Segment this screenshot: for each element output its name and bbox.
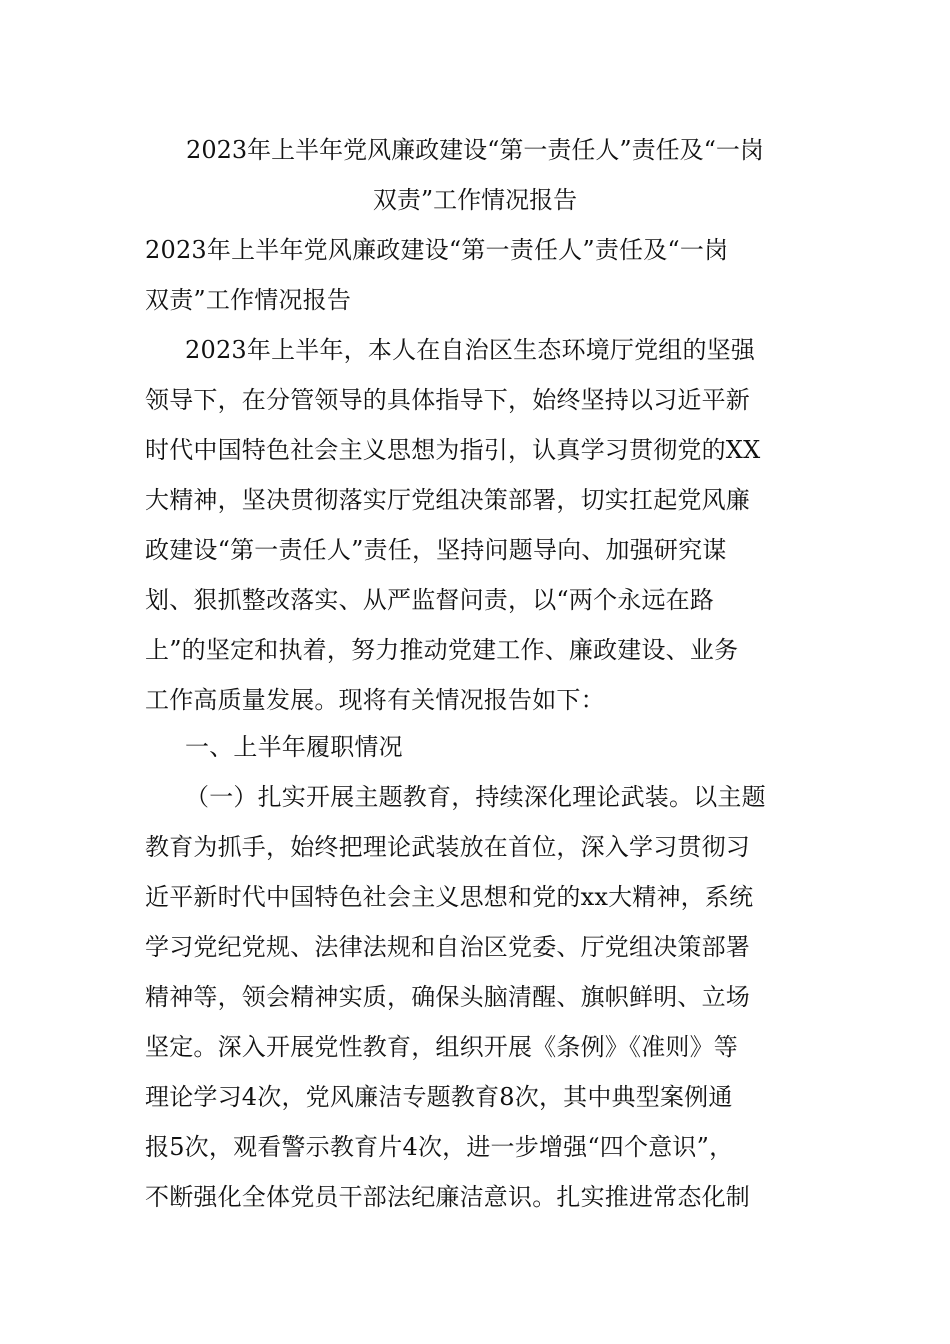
section1-line-9: 不断强化全体党员干部法纪廉洁意识。扎实推进常态化制 [145, 1183, 750, 1211]
section-heading: 一、上半年履职情况 [185, 733, 403, 761]
section1-line-4: 学习党纪党规、法律法规和自治区党委、厅党组决策部署 [145, 933, 750, 961]
section1-line-8: 报5次，观看警示教育片4次，进一步增强“四个意识”， [145, 1133, 734, 1161]
section1-line-3: 近平新时代中国特色社会主义思想和党的xx大精神，系统 [145, 883, 754, 911]
section1-line-1: （一）扎实开展主题教育，持续深化理论武装。以主题 [185, 783, 766, 811]
intro-line-7: 上”的坚定和执着，努力推动党建工作、廉政建设、业务 [145, 636, 739, 664]
intro-line-2: 领导下，在分管领导的具体指导下，始终坚持以习近平新 [145, 386, 750, 414]
intro-line-3: 时代中国特色社会主义思想为指引，认真学习贯彻党的XX [145, 436, 761, 464]
section1-line-7: 理论学习4次，党风廉洁专题教育8次，其中典型案例通 [145, 1083, 733, 1111]
section1-line-5: 精神等，领会精神实质，确保头脑清醒、旗帜鲜明、立场 [145, 983, 750, 1011]
subtitle-line-2: 双责”工作情况报告 [145, 286, 352, 314]
subtitle-line-1: 2023年上半年党风廉政建设“第一责任人”责任及“一岗 [145, 236, 729, 264]
title-line-1: 2023年上半年党风廉政建设“第一责任人”责任及“一岗 [186, 136, 764, 164]
intro-line-8: 工作高质量发展。现将有关情况报告如下： [145, 686, 605, 714]
intro-line-6: 划、狠抓整改落实、从严监督问责，以“两个永远在路 [145, 586, 715, 614]
title-line-2: 双责”工作情况报告 [372, 186, 578, 214]
intro-line-1: 2023年上半年，本人在自治区生态环境厅党组的坚强 [185, 336, 756, 364]
section1-line-6: 坚定。深入开展党性教育，组织开展《条例》《准则》等 [145, 1033, 738, 1061]
intro-line-4: 大精神，坚决贯彻落实厅党组决策部署，切实扛起党风廉 [145, 486, 750, 514]
section1-line-2: 教育为抓手，始终把理论武装放在首位，深入学习贯彻习 [145, 833, 750, 861]
intro-line-5: 政建设“第一责任人”责任，坚持问题导向、加强研究谋 [145, 536, 727, 564]
